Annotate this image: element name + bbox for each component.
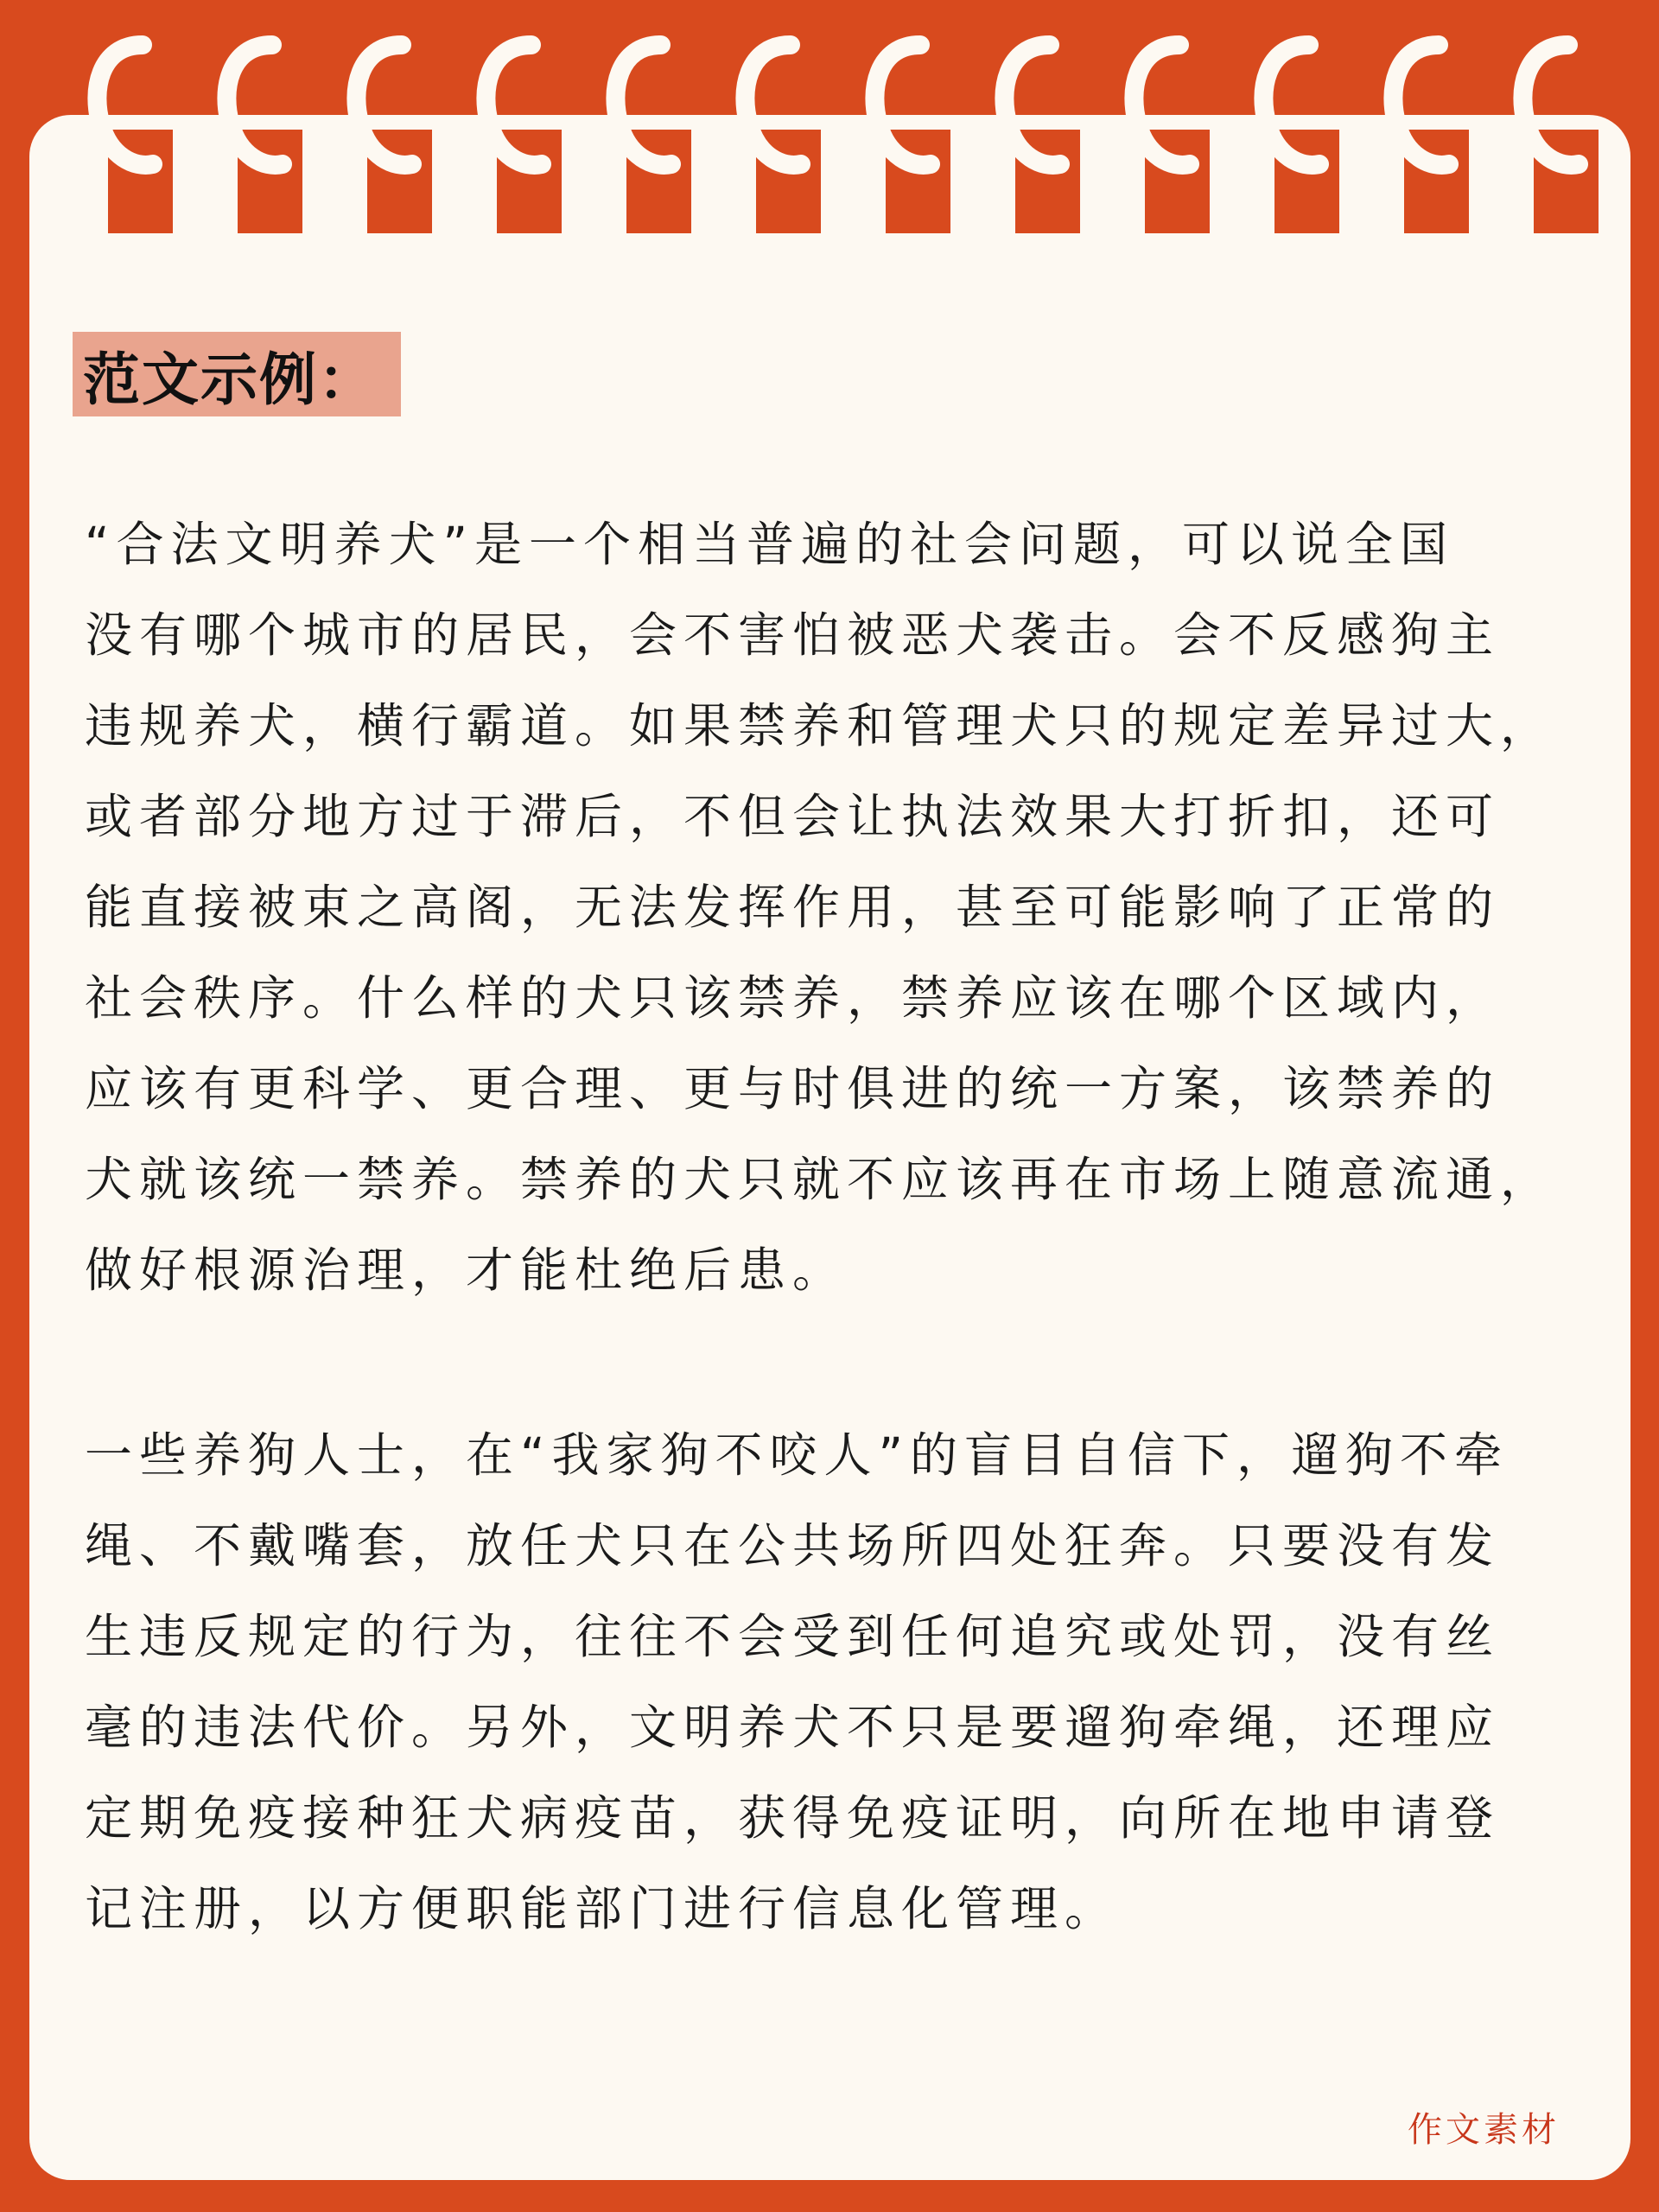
paragraph-line: 定期免疫接种狂犬病疫苗，获得免疫证明，向所在地申请登 (85, 1790, 1501, 1846)
paragraph-line: 能直接被束之高阁，无法发挥作用，甚至可能影响了正常的 (85, 880, 1501, 935)
binder-ring-icon (601, 26, 696, 220)
binder-ring-icon (341, 26, 436, 220)
binder-ring-icon (1508, 26, 1603, 220)
paragraph-line: 做好根源治理，才能杜绝后患。 (85, 1243, 848, 1298)
binder-ring-icon (1378, 26, 1473, 220)
spiral-binding (0, 0, 1659, 225)
paragraph-line: 犬就该统一禁养。禁养的犬只就不应该再在市场上随意流通， (85, 1152, 1555, 1207)
paragraph-line: 违规养犬，横行霸道。如果禁养和管理犬只的规定差异过大， (85, 698, 1555, 753)
essay-paragraph-1 (85, 499, 1605, 1316)
binder-ring-icon (471, 26, 566, 220)
paragraph-line: 应该有更科学、更合理、更与时俱进的统一方案，该禁养的 (85, 1061, 1501, 1116)
binder-ring-icon (212, 26, 307, 220)
paragraph-line: 记注册，以方便职能部门进行信息化管理。 (85, 1881, 1120, 1936)
paragraph-line: 生违反规定的行为，往往不会受到任何追究或处罚，没有丝 (85, 1609, 1501, 1664)
binder-ring-icon (730, 26, 825, 220)
binder-ring-icon (1119, 26, 1214, 220)
binder-ring-icon (989, 26, 1084, 220)
paragraph-line: 社会秩序。什么样的犬只该禁养，禁养应该在哪个区域内， (85, 970, 1501, 1026)
paragraph-line: 或者部分地方过于滞后，不但会让执法效果大打折扣，还可 (85, 789, 1501, 844)
binder-ring-icon (1249, 26, 1344, 220)
binder-ring-icon (860, 26, 955, 220)
essay-paragraph-2 (85, 1410, 1605, 1955)
paragraph-line: 没有哪个城市的居民，会不害怕被恶犬袭击。会不反感狗主 (85, 607, 1501, 663)
paragraph-line: “合法文明养犬”是一个相当普遍的社会问题，可以说全国 (85, 517, 1454, 572)
paragraph-line: 毫的违法代价。另外，文明养犬不只是要遛狗牵绳，还理应 (85, 1700, 1501, 1755)
section-heading-text: 范文示例： (83, 346, 377, 413)
paragraph-line: 一些养狗人士，在“我家狗不咬人”的盲目自信下，遛狗不牵 (85, 1427, 1509, 1483)
binder-ring-icon (82, 26, 177, 220)
paragraph-line: 绳、不戴嘴套，放任犬只在公共场所四处狂奔。只要没有发 (85, 1518, 1501, 1573)
footer-label: 作文素材 (1408, 2110, 1560, 2150)
section-heading (73, 332, 401, 416)
